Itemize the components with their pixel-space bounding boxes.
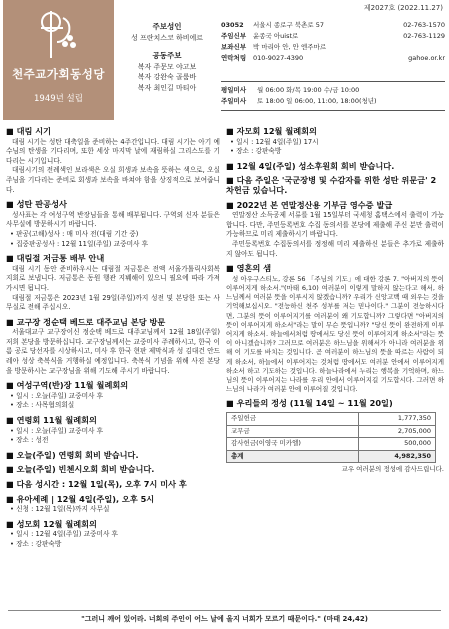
notice-title: ■ 대림절 저금통 배부 안내 [6, 253, 105, 264]
offering-amount: 500,000 [359, 438, 436, 451]
notice-title: ■ 성모회 12월 월례회의 [6, 518, 97, 529]
notice-line: • 장소 : 사목협의회실 [10, 401, 75, 410]
info-phone: 02-763-1570 [403, 21, 445, 29]
notice-line: • 장소 : 성전 [10, 436, 49, 445]
offering-table [226, 412, 436, 463]
notice-line: • 일시 : 12월 4일(주일) 17시 [230, 137, 319, 146]
church-logo-icon [33, 8, 83, 64]
notice-title: ■ 교구장 정순택 베드로 대주교님 본당 방문 [6, 316, 166, 327]
mass-times [221, 81, 445, 111]
offering-label: 주일헌금 [227, 412, 359, 425]
logo-panel [3, 0, 114, 120]
notice-line: • 집중판공성사 : 12월 11일(주일) 교중미사 후 [10, 239, 149, 248]
notice-title: ■ 대림 시기 [6, 126, 52, 136]
notice-title: ■ 12월 4일(주일) 성소후원회 회비 받습니다. [226, 160, 395, 171]
notice-item [226, 201, 444, 260]
notice-line: • 일시 : 12월 4일(주일) 교중미사 후 [10, 530, 118, 539]
info-row [221, 20, 445, 31]
church-name: 천주교가회동성당 [12, 67, 105, 81]
notice-line: 주민등록번호 수집동의서를 정정해 미리 제출하신 분들은 추가로 제출하지 않아도 됩니다. [226, 239, 444, 258]
notice-item [6, 451, 220, 461]
issue-number: 제2027호 (2022.11.27) [363, 4, 443, 12]
notice-line: • 일시 : 오늘(주일) 교중미사 후 [10, 426, 104, 435]
offering-label: 감사헌금(이영국 미카엘) [227, 438, 359, 451]
offering-row [227, 425, 436, 438]
notice-title: ■ 영혼의 샘 [226, 263, 272, 274]
co-patron-name: 복자 최인길 마티아 [137, 83, 197, 92]
notice-line: 대림시기의 전례색인 보라색은 오실 희생과 보속을 뜻하는 색으로, 오실 주님을 기다리는 준비로 회생과 보속을 바쳐야 함을 상징적으로 보여줍니다. [6, 166, 220, 194]
notice-item [6, 127, 220, 195]
offering-row [227, 450, 436, 463]
notice-item [226, 176, 444, 195]
mass-time-row [221, 96, 445, 107]
notice-item [226, 162, 444, 172]
notice-line: 서울대교구 교구장이신 정순택 베드로 대주교님께서 12월 18일(주일) 저희 본당을 방문하십니다. 교구장님께서는 교중미사 주례하시고, 한국 이름 공로 당선자를 시상하시고, 미사 후 한국 현판 제막식과 성 김대건 안드레아 성상 축복식을 거행하실 예정입니다. 축복식 기념을 위해 사진 본당을 방문하시는 교구장님을 위해 기도해 주시기 바랍니다. [6, 328, 220, 375]
notice-item [6, 318, 220, 377]
notice-item [6, 495, 220, 515]
notice-item [6, 480, 220, 490]
offering-amount: 1,777,350 [359, 412, 436, 425]
info-value: 서울시 종로구 북촌로 57 [253, 21, 324, 29]
info-row [221, 31, 445, 42]
mass-time-key: 평일미사 [221, 86, 247, 94]
notice-item [6, 416, 220, 446]
notice-item [6, 254, 220, 313]
notice-title: ■ 오늘(주일) 빈첸시오회 회비 받습니다. [6, 464, 155, 475]
notice-title: ■ 연령회 11월 월례회의 [6, 415, 97, 426]
notice-item [6, 465, 220, 475]
patron-saints [118, 22, 216, 93]
info-key: 보좌신부 [221, 43, 247, 51]
notice-title: ■ 성탄 판공성사 [6, 199, 67, 210]
notice-title: ■ 우리들의 정성 (11월 14일 ~ 11월 20일) [226, 398, 393, 409]
right-column [226, 127, 444, 480]
notice-line: 대림절 저금통은 2023년 1월 29일(주일)까지 성전 및 본당한 또는 사무실로 전해 주십시오. [6, 293, 220, 312]
co-patron-name: 복자 강완숙 골룸바 [137, 73, 197, 81]
notice-title: ■ 2022년 본 연말정산용 기부금 영수증 발급 [226, 199, 393, 210]
offering-amount: 2,705,000 [359, 425, 436, 438]
footer-verse: "그러니 깨어 있어라. 너희의 주인이 어느 날에 올지 너희가 모르기 때문이다." (마태 24,42) [8, 610, 441, 624]
info-key: 03052 [221, 21, 244, 29]
website-link[interactable]: gahoe.or.kr [408, 54, 445, 62]
patron-name: 성 프란치스코 하비에르 [130, 33, 204, 42]
contact-info [221, 20, 445, 64]
offering-label: 교무금 [227, 425, 359, 438]
info-key: 연락처링 [221, 54, 247, 62]
info-phone: 02-763-1129 [403, 32, 445, 40]
notice-item [6, 200, 220, 249]
info-value: 박 마리아 안, 안 엔주마르 [253, 43, 327, 51]
notice-line: 대림 시기는 성탄 대축일을 준비하는 4주간입니다. 대림 시기는 아기 예수님의 탄생을 기다리며, 또한 세상 마지막 날에 재림하실 그리스도를 기다리는 시기입니다. [6, 137, 220, 165]
info-row [221, 42, 445, 53]
mass-time-row [221, 85, 445, 96]
established-year: 1949년 설립 [34, 94, 83, 104]
offering-amount: 4,982,350 [359, 450, 436, 463]
info-value: 010-9027-4390 [253, 54, 304, 62]
notice-item [6, 381, 220, 411]
notice-line: 성사표는 각 여성구역 반장님들을 통해 배부됩니다. 구역외 신자 분들은 사무실에 방문하시기 바랍니다. [6, 210, 220, 229]
mass-time-key: 주일미사 [221, 97, 247, 105]
notice-title: ■ 유아세례 | 12월 4일(주일), 오후 5시 [6, 493, 155, 504]
left-column [6, 127, 220, 555]
patron-role: 주보성인 [152, 22, 182, 31]
co-patron-name: 복자 주문모 야고보 [137, 62, 197, 71]
notice-item [226, 127, 444, 157]
notice-line: • 일시 : 오늘(주일) 교중미사 후 [10, 391, 104, 400]
notice-title: ■ 오늘(주일) 연령회 회비 받습니다. [6, 449, 139, 460]
notice-item [6, 520, 220, 550]
info-row [221, 53, 445, 64]
mass-time-value: 토 18:00 일 06:00, 11:00, 18:00(청년) [257, 97, 377, 105]
notice-line: • 판공(고해)성사 : 매 미사 전(대림 기간 중) [10, 229, 139, 238]
info-value: 윤종국 아uist로 [253, 32, 299, 40]
offering-row [227, 412, 436, 425]
notice-title: ■ 다음 성시간 : 12월 1일(목), 오후 7시 미사 후 [6, 479, 187, 489]
co-patron-role: 공동주보 [152, 51, 182, 60]
meditation-text: 성 아우구스티노, 강론 56 「주님의 기도」에 대한 강론 7. "아버지의 뜻이 이루어지게 하소서."(마태 6,10) 여러분이 이렇게 말하지 않는다고 해서, 하느님께서 여러분 뜻을 이루시지 않겠습니까? 우리가 신앙고백 때 외우는 것을 기억해보십시오. "전능하신 천주 성부를 저는 믿나이다." 그분이 전능하시다면, 그분의 뜻이 이루어지기를 여러분이 왜 기도합니까? 그렇다면 "아버지의 뜻이 이루어지게 하소서"라는 말이 무슨 뜻입니까? "당신 뜻이 완전하게 이루어지게 하소서. 하늘에서처럼 땅에서도 당신 뜻이 이루어지게 하소서"라는 뜻이 아니겠습니까? 그러므로 여러분은 하느님을 위해서가 아니라 여러분을 위해 이 기도를 바치는 것입니다. 곧 여러분이 하느님의 뜻을 따르는 사람이 되게 하소서, 하늘에서 이루어지는 것처럼 땅에서도 여러분 안에서 이루어지게 하소서 하고 기도하는 것입니다. 하늘나라에서 누리는 행복을 기억하며, 하느님의 뜻이 이루어지는 나라를 우리 안에서 이루어지길 기도합시다. 그러면 하느님의 나라가 여러분 안에 이루어질 것입니다. [226, 274, 444, 394]
notice-line: 연말정산 소득공제 서류를 1월 15일부터 국세청 홈택스에서 출력이 가능합니다. 다만, 주민등록번호 수집 동의서를 본당에 제출해 주신 분만 출력이 가능하므로 미리 제출하시기 바랍니다. [226, 211, 444, 239]
info-phone [387, 42, 445, 53]
notice-title: ■ 자모회 12월 월례회의 [226, 126, 317, 136]
offering-row [227, 438, 436, 451]
notice-line: 대림 시기 동안 준비하우시는 대림절 저금통은 전액 서울가톨릭사회복지회로 보냅니다. 저금통은 동원 행관 지붸해이 있으니 필요에 따라 가져가시면 됩니다. [6, 264, 220, 292]
notice-title: ■ 다음 주일은 '국군장병 및 수감자를 위한 성탄 위문금' 2차헌금 있습니다. [226, 175, 437, 195]
notice-line: • 장소 : 강판숙방 [10, 539, 62, 548]
info-key: 주임신부 [221, 32, 247, 40]
offering-label: 총계 [227, 450, 359, 463]
notice-line: • 장소 : 강판숙방 [230, 147, 282, 156]
mass-time-value: 월 06:00 화/목 19:00 수/금 10:00 [257, 86, 360, 94]
notice-item [226, 264, 444, 394]
notice-line: • 신청 : 12월 1일(목)까지 사무실 [10, 505, 110, 514]
thanks-note: 교우 여러분의 정성에 감사드립니다. [341, 465, 444, 474]
notice-item [226, 399, 444, 475]
notice-title: ■ 여성구역(반)장 11월 월례회의 [6, 380, 129, 391]
